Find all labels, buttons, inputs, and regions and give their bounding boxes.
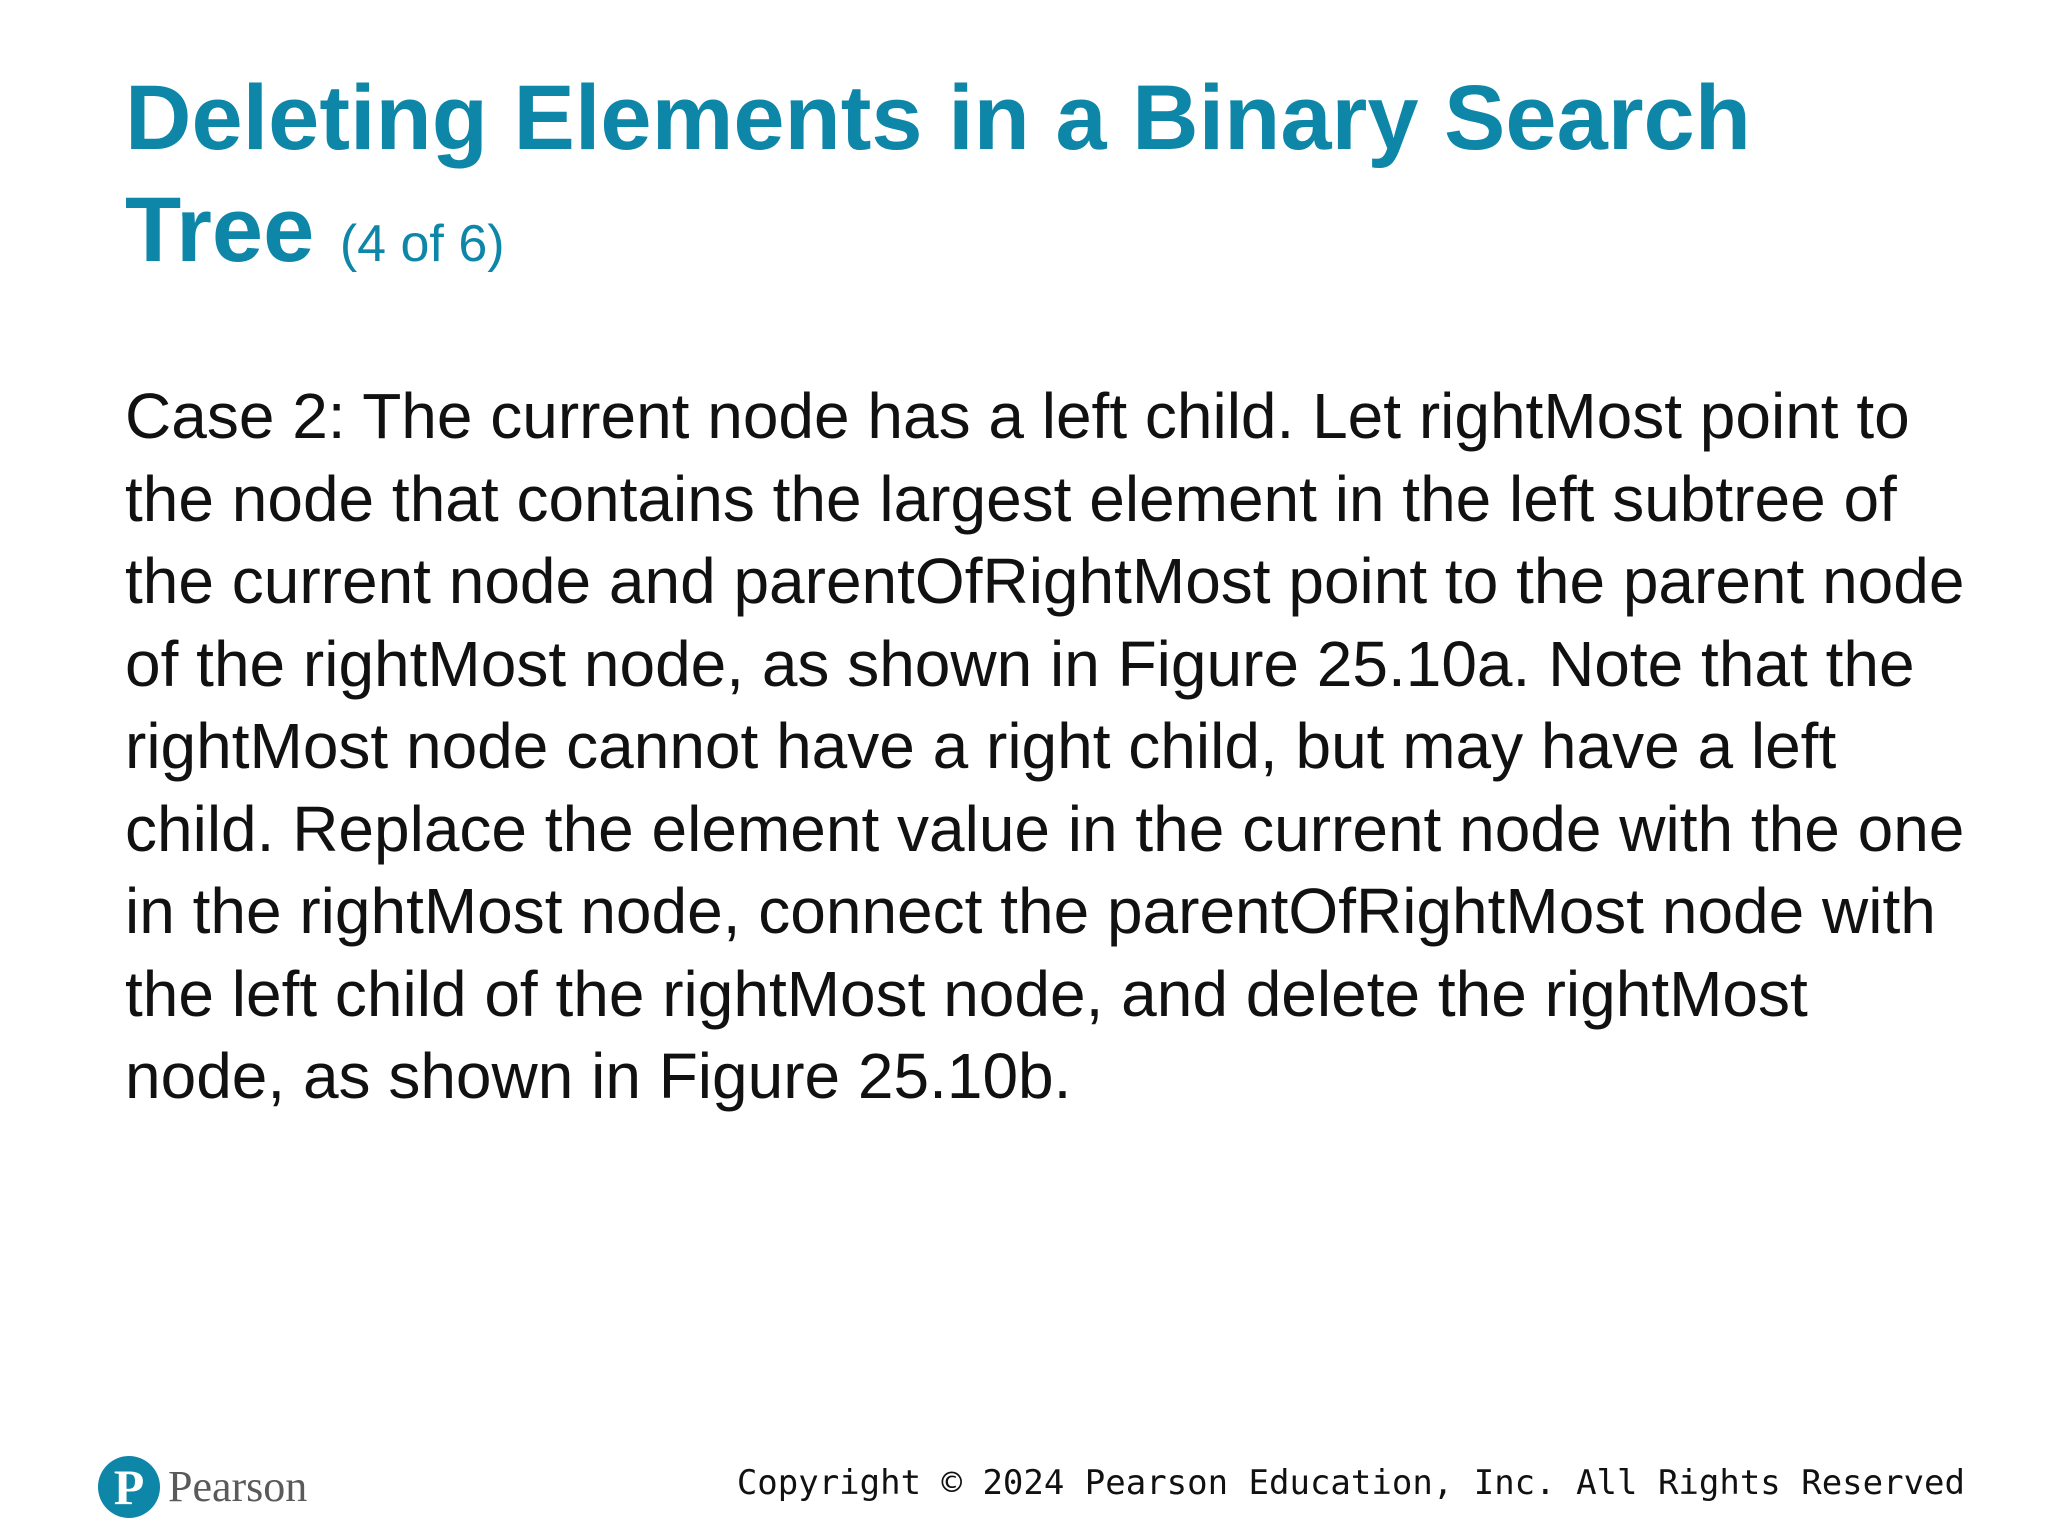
slide-title-text: Deleting Elements in a Binary Search Tree xyxy=(125,67,1751,281)
slide-body-text: Case 2: The current node has a left child. Let rightMost point to the node that contains the largest element in the left subtree of the current node and parentOfRightMost point to the parent node of the rightMost node, as shown in Figure 25.10a. Note that the rightMost node cannot have a right child, but may have a left child. Replace the element value in the current node with the one in the rightMost node, connect the parentOfRightMost node with the left child of the rightMost node, and delete the rightMost node, as shown in Figure 25.10b. xyxy=(125,380,1965,1112)
slide-title-suffix: (4 of 6) xyxy=(339,215,505,273)
pearson-logo-wordmark: Pearson xyxy=(168,1462,308,1511)
pearson-logo-icon: P xyxy=(98,1456,160,1518)
copyright-notice: Copyright © 2024 Pearson Education, Inc. All Rights Reserved xyxy=(736,1463,1965,1503)
pearson-logo xyxy=(98,1452,307,1522)
slide-title xyxy=(125,62,1945,300)
